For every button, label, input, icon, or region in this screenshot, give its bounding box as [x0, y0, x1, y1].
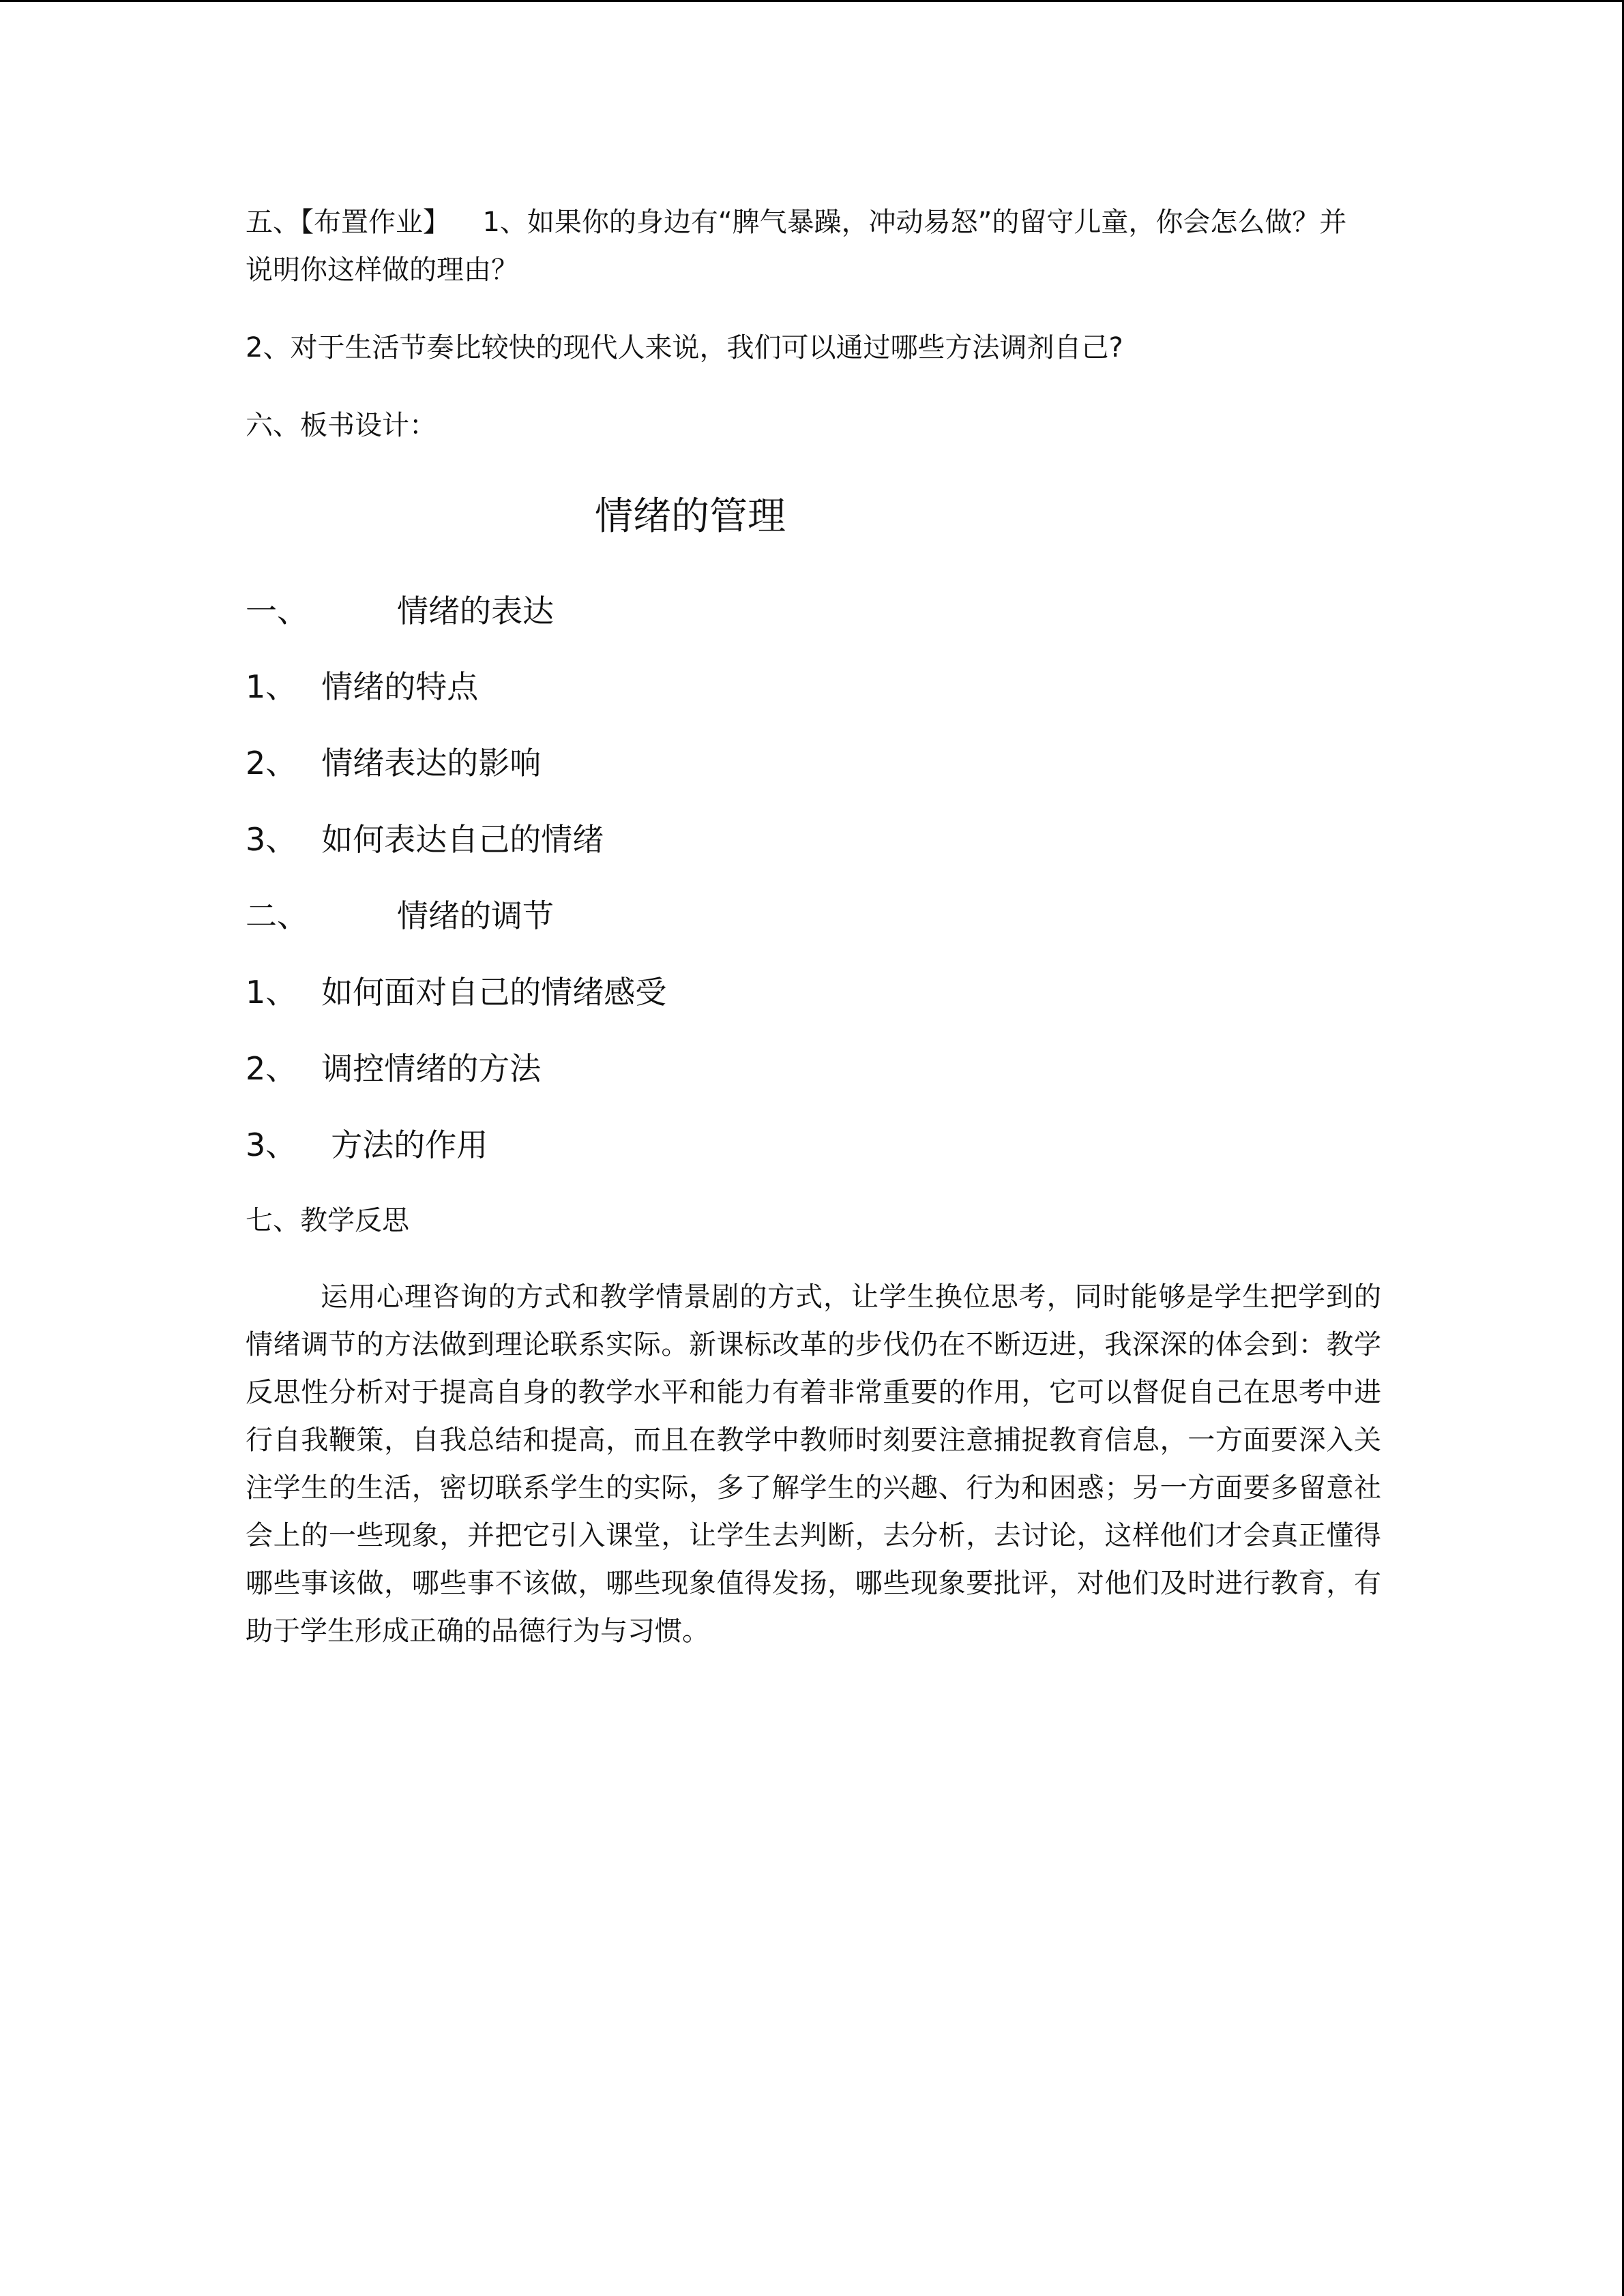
list-item: 1、 情绪的特点 — [246, 668, 479, 705]
section-number: 二、 — [246, 897, 308, 934]
list-item: 2、 情绪表达的影响 — [246, 745, 542, 781]
reflection-paragraph: 运用心理咨询的方式和教学情景剧的方式，让学生换位思考，同时能够是学生把学到的情绪调节的方法做到理论联系实际。新课标改革的步伐仍在不断迈进，我深深的体会到：教学反思性分析对于提高自身的教学水平和能力有着非常重要的作用，它可以督促自己在思考中进行自我鞭策，自我总结和提高，而且在教学中教师时刻要注意捕捉教育信息，一方面要深入关注学生的生活，密切联系学生的实际，多了解学生的兴趣、行为和困惑；另一方面要多留意社会上的一些现象，并把它引入课堂，让学生去判断，去分析，去讨论，这样他们才会真正懂得哪些事该做，哪些事不该做，哪些现象值得发扬，哪些现象要批评，对他们及时进行教育，有助于学生形成正确的品德行为与习惯。 — [246, 1281, 1381, 1647]
section-title: 情绪的表达 — [397, 593, 554, 629]
list-item: 2、 调控情绪的方法 — [246, 1050, 542, 1087]
section-number: 一、 — [246, 593, 308, 629]
list-item: 3、 方法的作用 — [246, 1127, 488, 1163]
homework-question-2: 2、对于生活节奏比较快的现代人来说，我们可以通过哪些方法调剂自己? — [246, 332, 1123, 363]
reflection-heading: 七、教学反思 — [246, 1205, 409, 1236]
board-section-2 — [246, 892, 554, 940]
homework-heading: 五、【布置作业】 — [246, 207, 450, 238]
section-title: 情绪的调节 — [397, 897, 554, 934]
board-design-heading: 六、板书设计： — [246, 410, 437, 441]
board-section-1 — [246, 587, 554, 635]
homework-line-1 — [246, 202, 1346, 243]
page-top-border — [0, 0, 1624, 2]
list-item: 1、 如何面对自己的情绪感受 — [246, 974, 667, 1011]
homework-question-1-cont: 说明你这样做的理由？ — [246, 254, 518, 286]
list-item: 3、 如何表达自己的情绪 — [246, 821, 604, 858]
homework-question-1: 1、如果你的身边有“脾气暴躁，冲动易怒”的留守儿童，你会怎么做？并 — [482, 207, 1347, 238]
board-title: 情绪的管理 — [595, 494, 786, 539]
